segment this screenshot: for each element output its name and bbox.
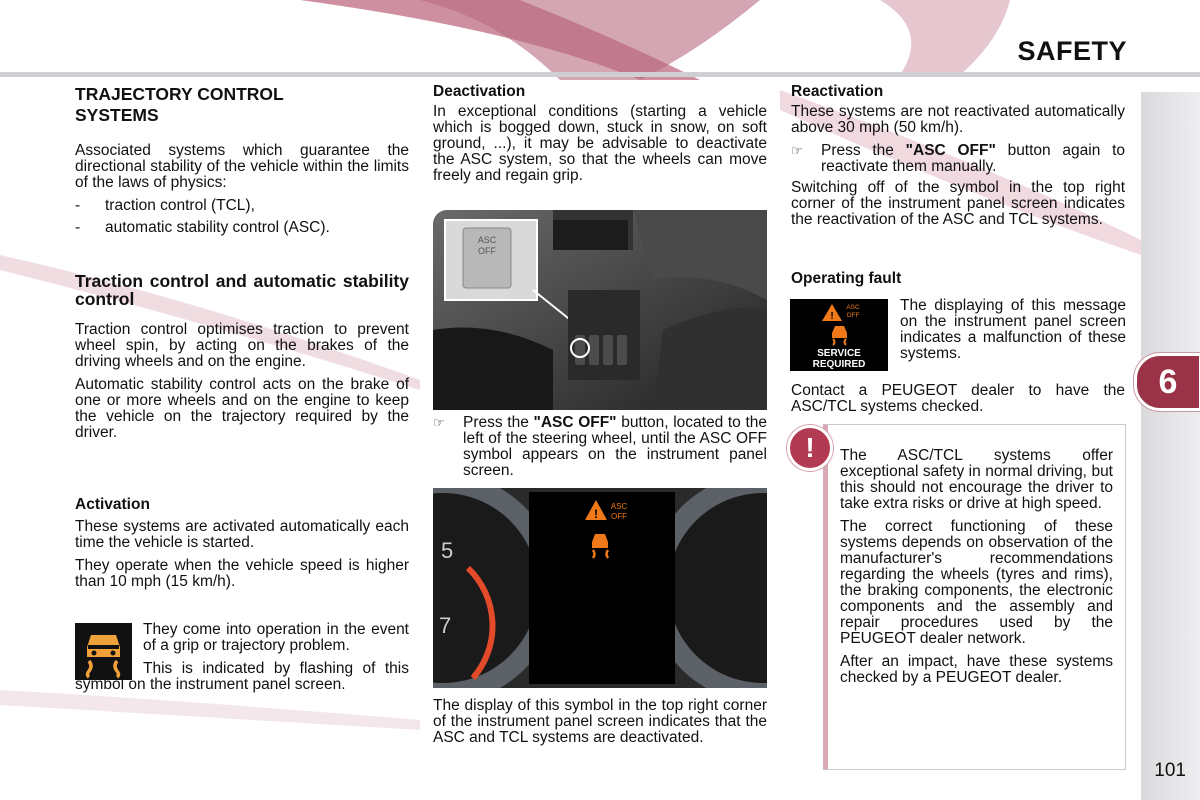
- page-heading-line1: TRAJECTORY CONTROL: [75, 84, 284, 104]
- list-item: - automatic stability control (ASC).: [75, 219, 330, 236]
- section-title: SAFETY: [1017, 36, 1127, 66]
- icon-explanation: [75, 622, 409, 700]
- display-explanation: [433, 698, 767, 753]
- reactivation-heading: Reactivation: [791, 83, 884, 100]
- svg-text:5: 5: [441, 538, 454, 563]
- fault-text-block: [900, 298, 1126, 369]
- icon-text-1: They come into operation in the event of a grip or trajectory problem.: [143, 621, 409, 654]
- column-1: [75, 84, 409, 242]
- column-3: Reactivation These systems are not reactivated automatically above 30 mph (50 km/h). ☞ Press the "ASC OFF" button again to reactivate them manually. Switching off of the symbol in the top right corner of the instrument panel screen indicates the reactivation of the ASC and TCL systems.: [791, 83, 1125, 228]
- svg-text:OFF: OFF: [611, 512, 627, 521]
- chapter-sidebar: [1141, 92, 1200, 800]
- pointing-hand-icon: ☞: [791, 143, 803, 158]
- page-number: 101: [1154, 760, 1186, 781]
- activation-heading: Activation: [75, 496, 150, 513]
- warning-paragraph-3: After an impact, have these systems checked by a PEUGEOT dealer.: [840, 653, 1113, 686]
- page-heading-line2: SYSTEMS: [75, 105, 159, 125]
- pointing-hand-icon: ☞: [433, 415, 445, 430]
- warning-paragraph-2: The correct functioning of these systems depends on observation of the manufacturer's recommendations regarding the wheels (tyres and rims), the braking components, the electronic components and the assembly and repair procedures used by the PEUGEOT dealer network.: [840, 518, 1113, 647]
- warning-paragraph-1: The ASC/TCL systems offer exceptional safety in normal driving, but this should not encourage the driver to take extra risks or drive at high speed.: [840, 447, 1113, 512]
- display-paragraph: The display of this symbol in the top right corner of the instrument panel screen indicates that the ASC and TCL systems are deactivated.: [433, 697, 767, 746]
- fault-paragraph: The displaying of this message on the instrument panel screen indicates a malfunction of these systems.: [900, 297, 1126, 362]
- dashboard-button-photo: [433, 210, 767, 410]
- column-1-section: [75, 272, 409, 448]
- contact-paragraph: Contact a PEUGEOT dealer to have the ASC/TCL systems checked.: [791, 382, 1125, 415]
- traction-heading: Traction control and automatic stability control: [75, 271, 409, 309]
- tcl-paragraph: Traction control optimises traction to prevent wheel spin, by acting on the brakes of the driving wheels and on the engine.: [75, 321, 409, 370]
- svg-text:!: !: [594, 507, 598, 521]
- svg-text:SERVICE: SERVICE: [817, 348, 861, 359]
- svg-text:ASC: ASC: [846, 304, 860, 311]
- svg-text:OFF: OFF: [846, 312, 860, 319]
- activation-paragraph-1: These systems are activated automatically each time the vehicle is started.: [75, 518, 409, 551]
- instrument-panel-photo: [433, 488, 767, 688]
- svg-text:ASC: ASC: [477, 235, 497, 245]
- press-instruction: ☞ Press the "ASC OFF" button, located to the left of the steering wheel, until the ASC OFF symbol appears on the instrument panel screen.: [433, 414, 767, 479]
- svg-text:ASC: ASC: [610, 502, 628, 511]
- contact-block: [791, 383, 1125, 422]
- service-required-icon: [790, 299, 888, 371]
- warning-text: [840, 448, 1113, 693]
- fault-heading: Operating fault: [791, 270, 902, 287]
- asc-paragraph: Automatic stability control acts on the brake of one or more wheels and on the engine to keep the vehicle on the trajectory required by the driver.: [75, 376, 409, 441]
- svg-text:REQUIRED: REQUIRED: [812, 359, 866, 370]
- svg-text:!: !: [830, 311, 834, 322]
- column-2: [433, 84, 767, 191]
- deactivation-paragraph: In exceptional conditions (starting a vehicle which is bogged down, stuck in snow, on soft ground, ...), it may be advisable to deactivate the ASC system, so that the wheels can move freely and regain grip.: [433, 103, 767, 184]
- list-item: - traction control (TCL),: [75, 197, 255, 214]
- icon-text-2: This is indicated by flashing of this symbol on the instrument panel screen.: [75, 660, 409, 693]
- switch-paragraph: Switching off of the symbol in the top right corner of the instrument panel screen indicates the reactivation of the ASC and TCL systems.: [791, 179, 1125, 228]
- activation-paragraph-2: They operate when the vehicle speed is higher than 10 mph (15 km/h).: [75, 557, 409, 590]
- reactivation-paragraph: These systems are not reactivated automatically above 30 mph (50 km/h).: [791, 103, 1125, 136]
- header-rule: [0, 72, 1200, 77]
- chapter-tab: 6: [1134, 353, 1200, 411]
- deactivation-heading: Deactivation: [433, 83, 526, 100]
- intro-paragraph: Associated systems which guarantee the directional stability of the vehicle within the limits of the laws of physics:: [75, 142, 409, 191]
- svg-text:OFF: OFF: [478, 246, 496, 256]
- operating-fault-section: [791, 271, 1125, 287]
- svg-text:7: 7: [439, 613, 452, 638]
- exclamation-warning-icon: !: [787, 425, 833, 471]
- activation-section: [75, 497, 409, 597]
